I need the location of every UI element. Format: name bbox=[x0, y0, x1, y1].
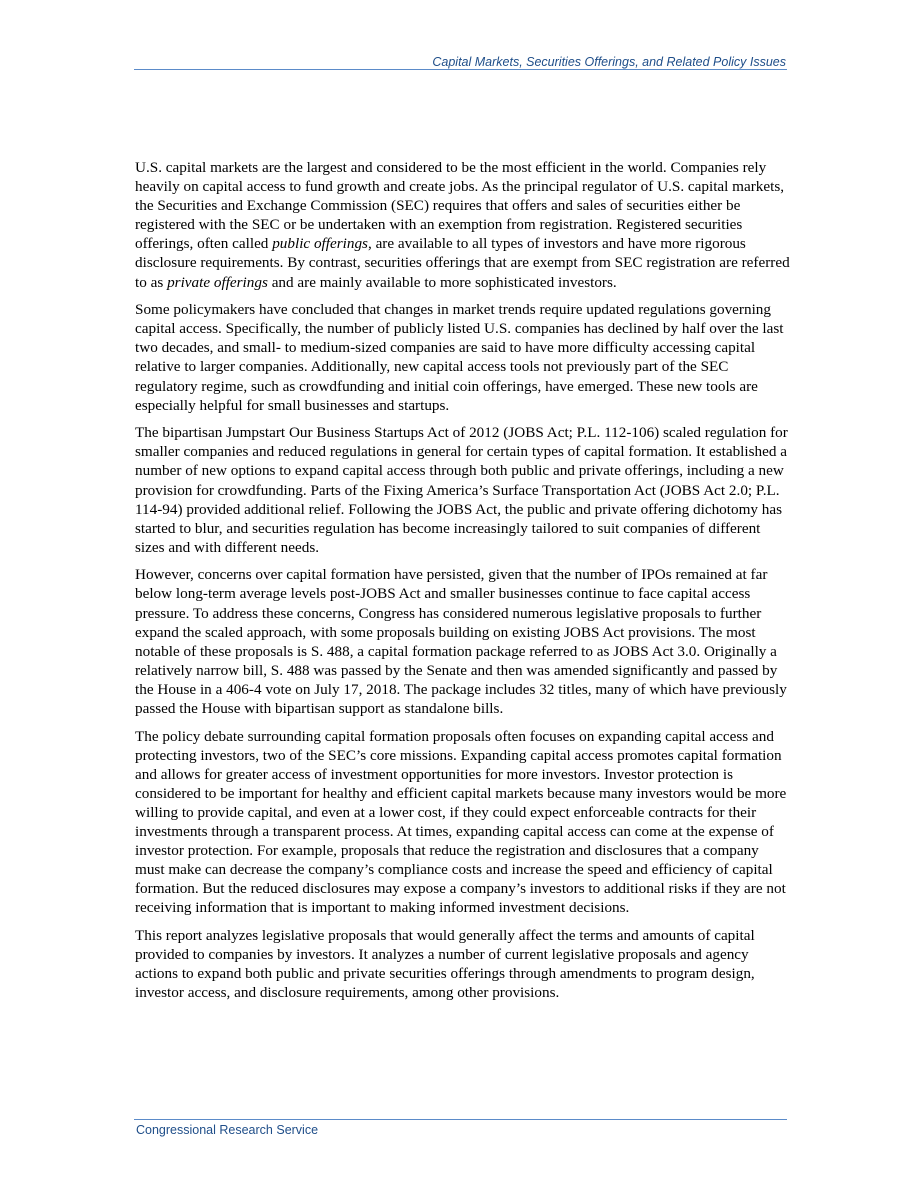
term-private-offerings: private offerings bbox=[167, 273, 268, 291]
paragraph-intro-part1: U.S. capital markets are the largest and considered to be the most efficient in the world. Companies rely heavily on capital access to fund growth and create jobs. As the principal regulator of U.S. capital markets, the Securities and Exchange Commission (SEC) requires that offers and sales of securities either be registered with the SEC or be undertaken with an exemption from registration. Registered securities offerings, often called bbox=[135, 159, 785, 253]
paragraph-intro-part2: , are available to all types of investors and have more rigorous disclosure requirements. By contrast, securities offerings that are exempt from SEC registration are referred to as bbox=[135, 235, 790, 291]
term-public-offerings: public offerings bbox=[272, 235, 368, 253]
paragraph-policy-debate: The policy debate surrounding capital formation proposals often focuses on expanding capital access and protecting investors, two of the SEC’s core missions. Expanding capital access promotes capital formation and allows for greater access of investment opportunities for more investors. Investor protection is considered to be important for healthy and efficient capital markets because many investors would be more willing to provide capital, and even at a lower cost, if they could expect enforceable contracts for their investments through a transparent process. At times, expanding capital access can come at the expense of investor protection. For example, proposals that reduce the registration and disclosures that a company must make can decrease the company’s compliance costs and increase the speed and efficiency of capital formation. But the reduced disclosures may expose a company’s investors to additional risks if they are not receiving information that is important to making informed investment decisions. bbox=[135, 727, 787, 917]
document-body bbox=[135, 158, 790, 1011]
header-divider bbox=[134, 69, 787, 70]
paragraph-intro-part3: and are mainly available to more sophisticated investors. bbox=[267, 273, 617, 291]
paragraph-intro bbox=[135, 158, 790, 292]
paragraph-capital-concerns: However, concerns over capital formation have persisted, given that the number of IPOs remained at far below long-term average levels post-JOBS Act and smaller businesses continue to face capital access pressure. To address these concerns, Congress has considered numerous legislative proposals to further expand the scaled approach, with some proposals building on existing JOBS Act provisions. The most notable of these proposals is S. 488, a capital formation package referred to as JOBS Act 3.0. Originally a relatively narrow bill, S. 488 was passed by the Senate and then was amended significantly and passed by the House in a 406-4 vote on July 17, 2018. The package includes 32 titles, many of which have previously passed the House with bipartisan support as standalone bills. bbox=[135, 566, 787, 718]
paragraph-report-scope: This report analyzes legislative proposals that would generally affect the terms and amounts of capital provided to companies by investors. It analyzes a number of current legislative proposals and agency actions to expand both public and private securities offerings through amendments to program design, investor access, and disclosure requirements, among other provisions. bbox=[135, 927, 755, 1002]
paragraph-market-trends: Some policymakers have concluded that changes in market trends require updated regulations governing capital access. Specifically, the number of publicly listed U.S. companies has declined by half over the last two decades, and small- to medium-sized companies are said to have more difficulty accessing capital relative to larger companies. Additionally, new capital access tools not previously part of the SEC regulatory regime, such as crowdfunding and initial coin offerings, have emerged. These new tools are especially helpful for small businesses and startups. bbox=[135, 301, 784, 414]
paragraph-jobs-act: The bipartisan Jumpstart Our Business Startups Act of 2012 (JOBS Act; P.L. 112-106) scaled regulation for smaller companies and reduced regulations in general for certain types of capital formation. It established a number of new options to expand capital access through both public and private offerings, including a new provision for crowdfunding. Parts of the Fixing America’s Surface Transportation Act (JOBS Act 2.0; P.L. 114-94) provided additional relief. Following the JOBS Act, the public and private offering dichotomy has started to blur, and securities regulation has become increasingly tailored to suit companies of different sizes and with different needs. bbox=[135, 424, 788, 556]
footer-organization: Congressional Research Service bbox=[136, 1123, 319, 1137]
running-header-title: Capital Markets, Securities Offerings, and Related Policy Issues bbox=[432, 55, 786, 69]
footer-divider bbox=[134, 1119, 787, 1120]
